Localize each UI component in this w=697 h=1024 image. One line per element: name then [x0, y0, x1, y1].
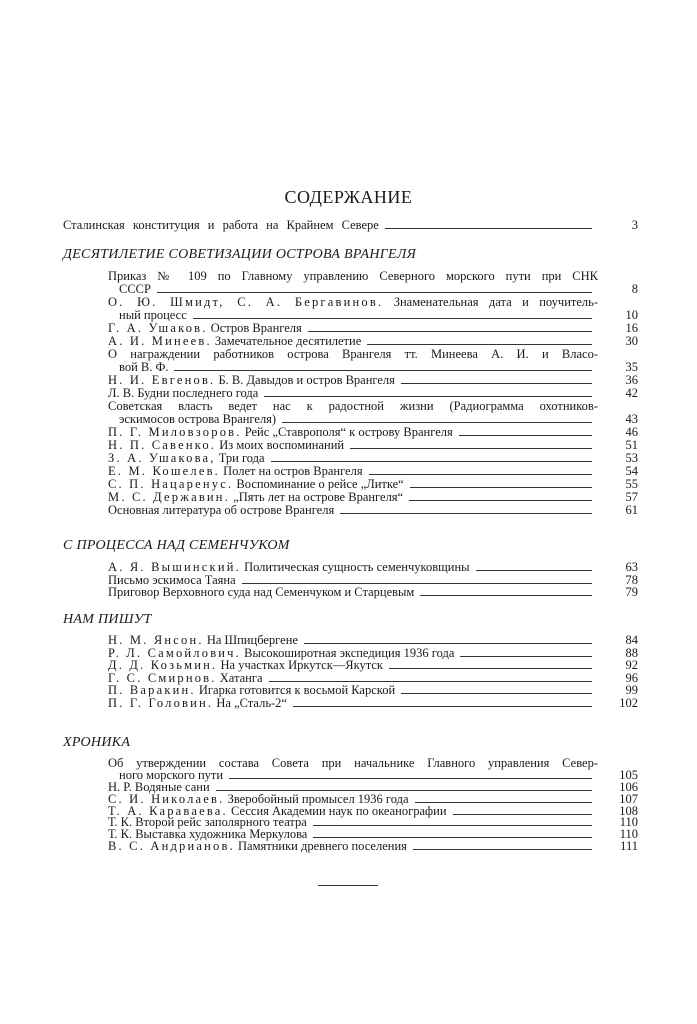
closing-rule	[318, 885, 378, 886]
toc-entry	[108, 348, 638, 374]
page-number: 107	[619, 791, 638, 806]
page-number: 8	[631, 282, 638, 296]
leader-line	[157, 292, 592, 293]
section-list	[108, 634, 638, 710]
page-number: 79	[625, 585, 638, 600]
entry-title: Политическая сущность семенчуковщины	[244, 560, 470, 574]
section-heading: НАМ ПИШУТ	[63, 612, 152, 627]
leader-line	[308, 331, 592, 332]
section-list	[108, 758, 638, 853]
entry-title: Сталинская конституция и работа на Крайнем Севере	[63, 218, 379, 232]
entry-title: Приказ № 109 по Главному управлению Северного морского пути при СНК	[108, 269, 598, 283]
page-number: 110	[619, 815, 638, 830]
leader-line	[216, 790, 592, 791]
page-number: 55	[625, 477, 638, 491]
entry-title: О награждении работников острова Врангеля тт. Минеева А. И. и Власо-	[108, 347, 598, 361]
entry-continuation: вой В. Ф.	[119, 360, 169, 374]
leader-line	[229, 778, 592, 779]
leader-line	[313, 825, 592, 826]
leader-line	[367, 344, 592, 345]
leader-line	[242, 583, 592, 584]
entry-title: Полет на остров Врангеля	[223, 464, 363, 478]
entry-title: Об утверждении состава Совета при начальнике Главного управления Север-	[108, 756, 598, 770]
leader-line	[409, 500, 592, 501]
leader-line	[415, 802, 592, 803]
page-title: СОДЕРЖАНИЕ	[284, 187, 413, 207]
leader-line	[453, 814, 592, 815]
entry-author: Г. А. Ушаков.	[108, 321, 208, 335]
page-number: 110	[619, 827, 638, 842]
entry-title: Высокоширотная экспедиция 1936 года	[244, 645, 455, 660]
page-number: 43	[625, 412, 638, 426]
entry-author: Н. М. Янсон.	[108, 633, 204, 647]
entry-line	[108, 841, 638, 853]
leader-line	[459, 435, 592, 436]
entry-title: Знаменательная дата и поучитель-	[393, 295, 599, 309]
page-number: 3	[631, 218, 638, 232]
section-heading: ДЕСЯТИЛЕТИЕ СОВЕТИЗАЦИИ ОСТРОВА ВРАНГЕЛЯ	[63, 247, 417, 262]
entry-title: Т. К. Второй рейс заполярного театра	[108, 815, 307, 830]
entry-continuation: эскимосов острова Врангеля)	[119, 412, 277, 426]
entry-author: Р. Л. Самойлович.	[108, 645, 241, 660]
toc-entry	[108, 841, 638, 853]
leader-line	[413, 849, 592, 850]
entry-author: Т. А. Караваева.	[108, 803, 228, 818]
leader-line	[420, 595, 592, 596]
leader-line	[264, 396, 592, 397]
entry-author: П. Варакин.	[108, 683, 196, 698]
entry-title: Письмо эскимоса Таяна	[108, 572, 236, 587]
entry-author: Н. И. Евгенов.	[108, 373, 216, 387]
leader-line	[269, 681, 592, 682]
entry-continuation: ного морского пути	[119, 767, 224, 782]
entry-text	[108, 697, 287, 710]
leader-line	[340, 513, 592, 514]
page-number: 57	[625, 490, 638, 504]
entry-title: Зверобойный промысел 1936 года	[227, 791, 409, 806]
page-number: 88	[625, 645, 638, 660]
entry-title: „Пять лет на острове Врангеля“	[233, 490, 404, 504]
toc-entry	[108, 586, 638, 599]
entry-author: Е. М. Кошелев.	[108, 464, 221, 478]
toc-entry	[108, 296, 638, 322]
page-number: 42	[625, 386, 638, 400]
entry-title: Памятники древнего поселения	[238, 839, 407, 854]
leader-line	[460, 656, 592, 657]
entry-author: Д. Д. Козьмин.	[108, 658, 218, 673]
leader-line	[282, 422, 592, 423]
entry-title: Остров Врангеля	[210, 321, 302, 335]
entry-title: На Шпицбергене	[206, 633, 298, 647]
page-number: 54	[625, 464, 638, 478]
entry-title: Игарка готовится к восьмой Карской	[198, 683, 396, 698]
entry-title: Замечательное десятилетие	[214, 334, 362, 348]
section-list	[108, 270, 638, 517]
page-number: 53	[625, 451, 638, 465]
entry-first-line	[108, 348, 598, 361]
leader-line	[410, 487, 592, 488]
entry-title: Хатанга	[219, 670, 263, 685]
page-number: 36	[625, 373, 638, 387]
toc-entry	[108, 697, 638, 710]
entry-title: Основная литература об острове Врангеля	[108, 503, 335, 517]
leader-line	[304, 643, 592, 644]
entry-author: Н. П. Савенко.	[108, 438, 217, 452]
entry-title: Л. В. Будни последнего года	[108, 386, 259, 400]
entry-text	[108, 841, 407, 853]
entry-title: Сессия Академии наук по океанографии	[231, 803, 447, 818]
entry-author: Г. С. Смирнов.	[108, 670, 217, 685]
entry-author: П. Г. Миловзоров.	[108, 425, 242, 439]
entry-line	[108, 697, 638, 710]
page-number: 84	[625, 633, 638, 647]
entry-title: Из моих воспоминаний	[219, 438, 345, 452]
entry-first-line	[108, 270, 598, 283]
leader-line	[476, 570, 592, 571]
page-number: 30	[625, 334, 638, 348]
entry-line	[108, 586, 638, 599]
leader-line	[389, 668, 592, 669]
page-number: 111	[620, 839, 638, 854]
entry-continuation: ный процесс	[119, 308, 187, 322]
entry-text	[108, 504, 334, 517]
page-number: 102	[619, 695, 638, 710]
entry-title: Воспоминание о рейсе „Литке“	[236, 477, 404, 491]
section-heading: С ПРОЦЕССА НАД СЕМЕНЧУКОМ	[63, 538, 290, 553]
page-number: 51	[625, 438, 638, 452]
entry-continuation: СССР	[119, 282, 151, 296]
leader-line	[369, 474, 592, 475]
leader-line	[174, 370, 592, 371]
entry-title: Н. Р. Водяные сани	[108, 779, 210, 794]
page-number: 63	[625, 560, 638, 574]
page-number: 105	[619, 767, 638, 782]
page-number: 78	[625, 572, 638, 587]
entry-author: В. С. Андрианов.	[108, 839, 235, 854]
toc-entry	[108, 270, 638, 296]
entry-author: П. Г. Головин.	[108, 695, 214, 710]
leader-line	[350, 448, 592, 449]
toc-entry	[108, 758, 638, 782]
page-number: 96	[625, 670, 638, 685]
entry-title: На „Сталь-2“	[216, 695, 287, 710]
entry-author: О. Ю. Шмидт, С. А. Бергавинов.	[108, 295, 384, 309]
page-number: 92	[625, 658, 638, 673]
leader-line	[401, 693, 592, 694]
leader-line	[193, 318, 592, 319]
page-number: 61	[625, 503, 638, 517]
page-number: 16	[625, 321, 638, 335]
leader-line	[385, 228, 592, 229]
leader-line	[293, 706, 592, 707]
leader-line	[271, 461, 592, 462]
page-number: 10	[625, 308, 638, 322]
entry-author: С. И. Николаев.	[108, 791, 225, 806]
entry-author: С. П. Нацаренус.	[108, 477, 234, 491]
toc-entry	[108, 504, 638, 517]
page-number: 108	[619, 803, 638, 818]
page-number: 106	[619, 779, 638, 794]
entry-line	[108, 504, 638, 517]
entry-title: Три года	[218, 451, 265, 465]
entry-title: Б. В. Давыдов и остров Врангеля	[218, 373, 395, 387]
entry-text	[108, 586, 414, 599]
entry-title: На участках Иркутск—Якутск	[220, 658, 383, 673]
entry-title: Советская власть ведет нас к радостной жизни (Радиограмма охотников-	[108, 399, 598, 413]
leader-line	[401, 383, 592, 384]
toc-intro-entry	[63, 218, 638, 233]
entry-author: З. А. Ушакова,	[108, 451, 216, 465]
entry-title: Рейс „Ставрополя“ к острову Врангеля	[244, 425, 453, 439]
leader-line	[313, 837, 592, 838]
section-list	[108, 561, 638, 599]
entry-author: А. Я. Вышинский.	[108, 560, 241, 574]
page-number: 99	[625, 683, 638, 698]
entry-title: Приговор Верховного суда над Семенчуком и Старцевым	[108, 585, 415, 600]
entry-author: М. С. Державин.	[108, 490, 231, 504]
entry-title: Т. К. Выставка художника Меркулова	[108, 827, 308, 842]
page-number: 35	[625, 360, 638, 374]
section-heading: ХРОНИКА	[63, 735, 131, 750]
page-number: 46	[625, 425, 638, 439]
toc-entry	[108, 400, 638, 426]
entry-author: А. И. Минеев.	[108, 334, 212, 348]
